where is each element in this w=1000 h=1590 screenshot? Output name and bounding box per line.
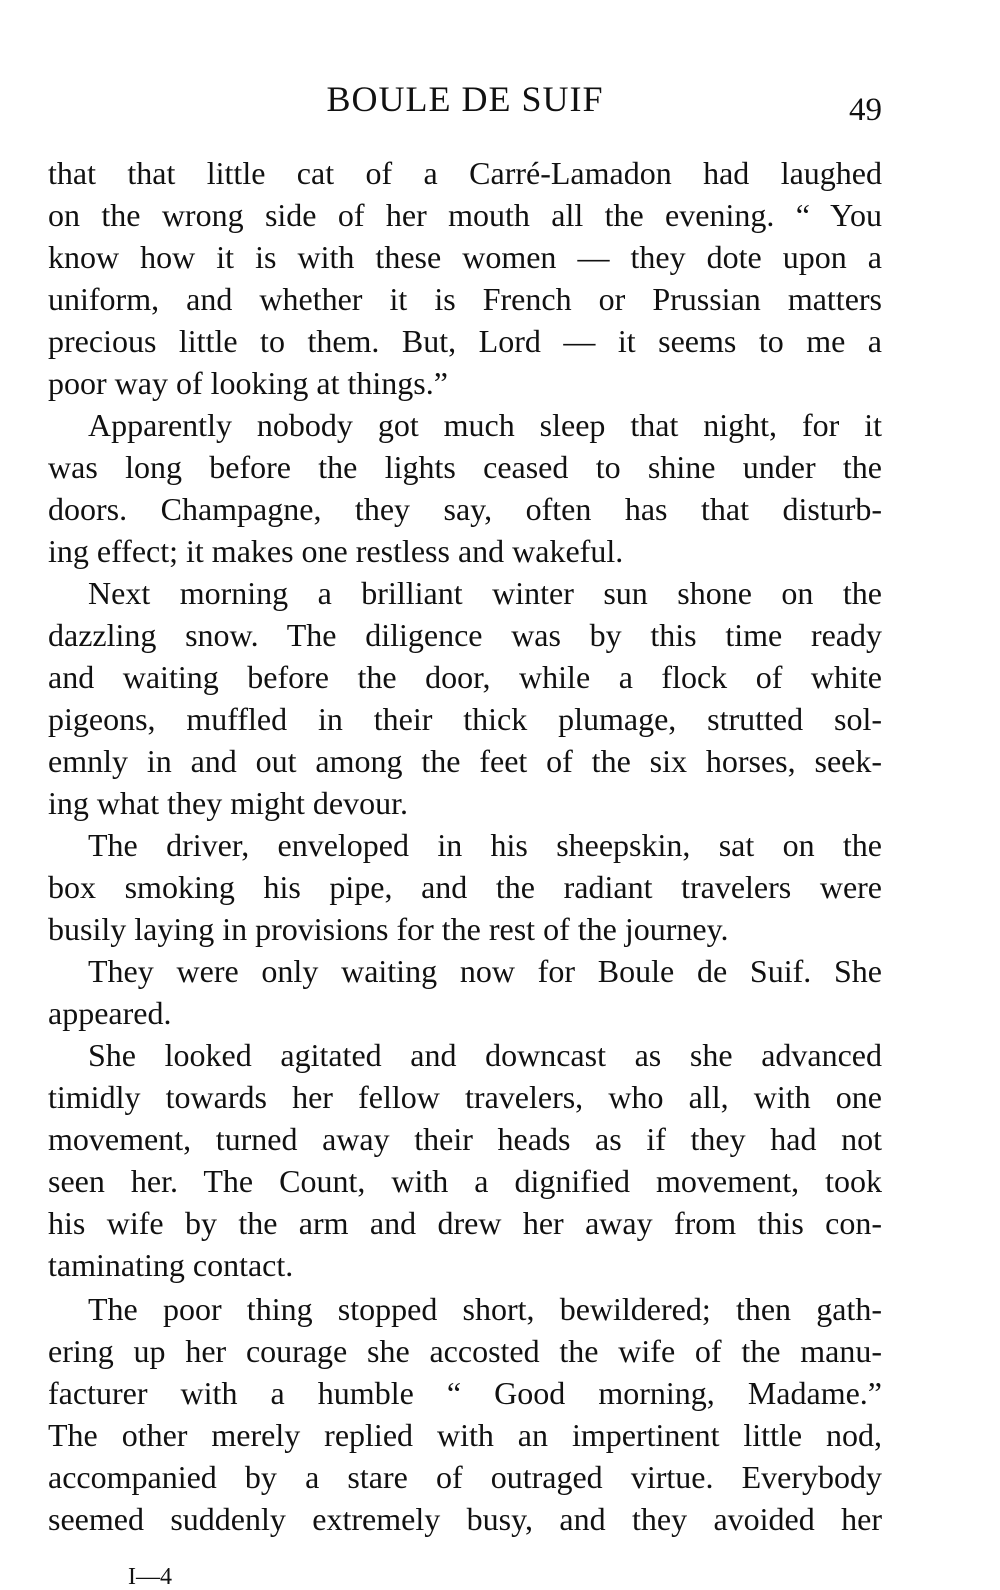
text-line: Next morning a brilliant winter sun shone on the <box>88 575 882 611</box>
text-line: seemed suddenly extremely busy, and they avoided her <box>48 1501 882 1537</box>
text-line: uniform, and whether it is French or Prussian matters <box>48 281 882 317</box>
text-line: and waiting before the door, while a flock of white <box>48 659 882 695</box>
text-line: facturer with a humble “ Good morning, Madame.” <box>48 1375 882 1411</box>
running-title: BOULE DE SUIF <box>326 79 604 119</box>
text-line: ing effect; it makes one restless and wakeful. <box>48 533 624 569</box>
text-line: dazzling snow. The diligence was by this time ready <box>48 617 882 653</box>
text-line: taminating contact. <box>48 1247 294 1283</box>
text-line: seen her. The Count, with a dignified movement, took <box>48 1163 882 1199</box>
text-line: movement, turned away their heads as if they had not <box>48 1121 882 1157</box>
text-line: The other merely replied with an impertinent little nod, <box>48 1417 882 1453</box>
text-line: precious little to them. But, Lord — it seems to me a <box>48 323 882 359</box>
text-line: The driver, enveloped in his sheepskin, sat on the <box>88 827 882 863</box>
text-line: that that little cat of a Carré-Lamadon had laughed <box>48 155 882 191</box>
text-line: She looked agitated and downcast as she advanced <box>88 1037 882 1073</box>
text-line: on the wrong side of her mouth all the evening. “ You <box>48 197 882 233</box>
text-line: emnly in and out among the feet of the six horses, seek- <box>48 743 882 779</box>
text-line: doors. Champagne, they say, often has that disturb- <box>48 491 882 527</box>
text-line: Apparently nobody got much sleep that night, for it <box>88 407 882 443</box>
text-line: They were only waiting now for Boule de Suif. She <box>88 953 882 989</box>
text-line: pigeons, muffled in their thick plumage, strutted sol- <box>48 701 882 737</box>
text-line: know how it is with these women — they dote upon a <box>48 239 882 275</box>
text-line: ering up her courage she accosted the wife of the manu- <box>48 1333 882 1369</box>
text-line: accompanied by a stare of outraged virtue. Everybody <box>48 1459 882 1495</box>
page-number: 49 <box>849 92 882 128</box>
text-line: his wife by the arm and drew her away from this con- <box>48 1205 882 1241</box>
text-line: was long before the lights ceased to shine under the <box>48 449 882 485</box>
text-line: timidly towards her fellow travelers, who all, with one <box>48 1079 882 1115</box>
page-header <box>48 78 882 128</box>
text-line: appeared. <box>48 995 172 1031</box>
text-line: busily laying in provisions for the rest of the journey. <box>48 911 729 947</box>
text-line: The poor thing stopped short, bewildered; then gath- <box>88 1291 882 1327</box>
text-line: ing what they might devour. <box>48 785 408 821</box>
text-line: box smoking his pipe, and the radiant travelers were <box>48 869 882 905</box>
text-line: poor way of looking at things.” <box>48 365 448 401</box>
signature-mark: I—4 <box>128 1564 172 1590</box>
